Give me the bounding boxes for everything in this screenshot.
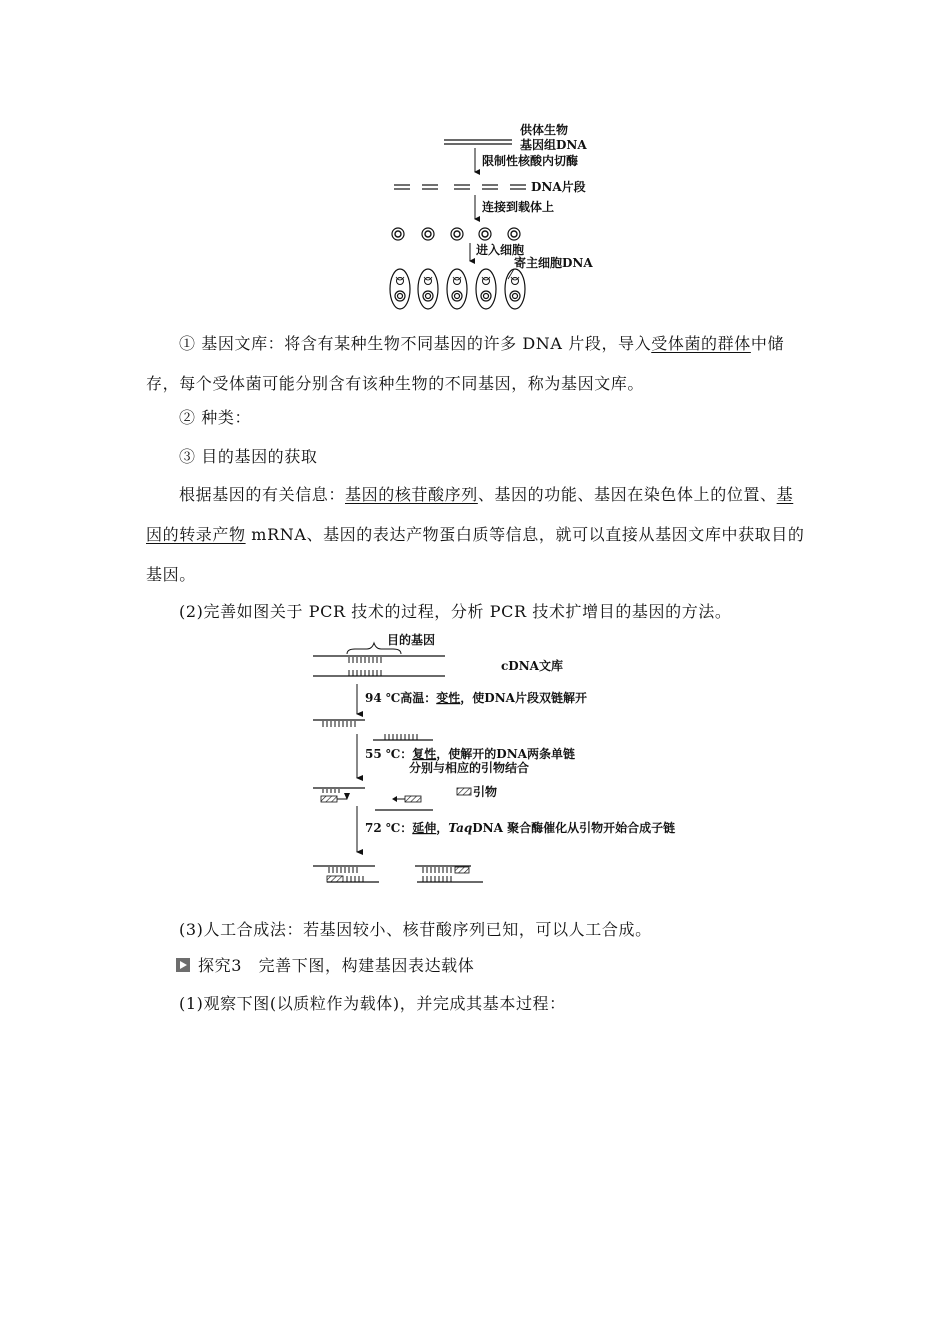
p4-text-b: 、基因的功能、基因在染色体上的位置、: [477, 485, 777, 504]
p1-underline: 受体菌的群体: [651, 334, 751, 353]
donor-label-1: 供体生物: [520, 123, 569, 137]
paragraph-types: [146, 398, 808, 438]
p1-text-a: ① 基因文库：将含有某种生物不同基因的许多 DNA 片段，导入: [179, 334, 652, 353]
step-anneal-line2: 分别与相应的引物结合: [409, 761, 530, 775]
p4-underline-2: 基因的转录产物: [146, 485, 794, 544]
step-extend: 72 ℃：延伸，TaqDNA 聚合酶催化从引物开始合成子链: [365, 821, 676, 835]
donor-label-2: 基因组DNA: [520, 138, 587, 152]
step-ligation: 连接到载体上: [482, 200, 555, 214]
step-anneal: 55 ℃：复性，使解开的DNA两条单链: [365, 747, 575, 761]
play-icon: [176, 958, 190, 972]
host-cells: [390, 269, 525, 309]
p6-text: (3)人工合成法：若基因较小、核苷酸序列已知，可以人工合成。: [179, 920, 652, 939]
figure-pcr: [305, 630, 685, 890]
paragraph-synthesis: [146, 910, 808, 950]
p7-text: 探究3 完善下图，构建基因表达载体: [198, 956, 475, 975]
paragraph-gene-info: [146, 475, 808, 595]
cdna-library-label: cDNA文库: [501, 659, 563, 673]
paragraph-gene-library: [146, 324, 808, 404]
fragments-label: DNA片段: [531, 180, 586, 194]
paragraph-target-gene: [146, 437, 808, 477]
host-dna-label: 寄主细胞DNA: [514, 256, 593, 270]
p4-underline-1: 基因的核苷酸序列: [345, 485, 478, 504]
paragraph-explore-3: [176, 946, 808, 986]
p4-text-c: mRNA、基因的表达产物蛋白质等信息，就可以直接从基因文库中获取目的基因。: [146, 525, 805, 584]
figure-gene-library: [380, 115, 620, 315]
primer-label: 引物: [473, 785, 498, 799]
p3-text: ③ 目的基因的获取: [179, 447, 318, 466]
gene-library-diagram: [380, 115, 620, 315]
p2-text: ② 种类：: [179, 408, 252, 427]
p5-text: (2)完善如图关于 PCR 技术的过程，分析 PCR 技术扩增目的基因的方法。: [179, 602, 732, 621]
paragraph-pcr-intro: [146, 592, 808, 632]
plasmid-row: [392, 228, 520, 240]
step-enter-cell: 进入细胞: [476, 243, 525, 257]
p4-text-a: 根据基因的有关信息：: [179, 485, 346, 504]
dna-fragments: [394, 185, 526, 189]
target-gene-label: 目的基因: [387, 633, 436, 647]
step-enzyme: 限制性核酸内切酶: [482, 154, 579, 168]
paragraph-observe: [146, 984, 808, 1024]
pcr-diagram: [305, 630, 685, 890]
step-denature: 94 ℃高温：变性，使DNA片段双链解开: [365, 691, 587, 705]
p8-text: (1)观察下图(以质粒作为载体)，并完成其基本过程：: [179, 994, 566, 1013]
p1-text-b: 中储存，每个受体菌可能分别含有该种生物的不同基因，称为基因文库。: [146, 334, 785, 393]
